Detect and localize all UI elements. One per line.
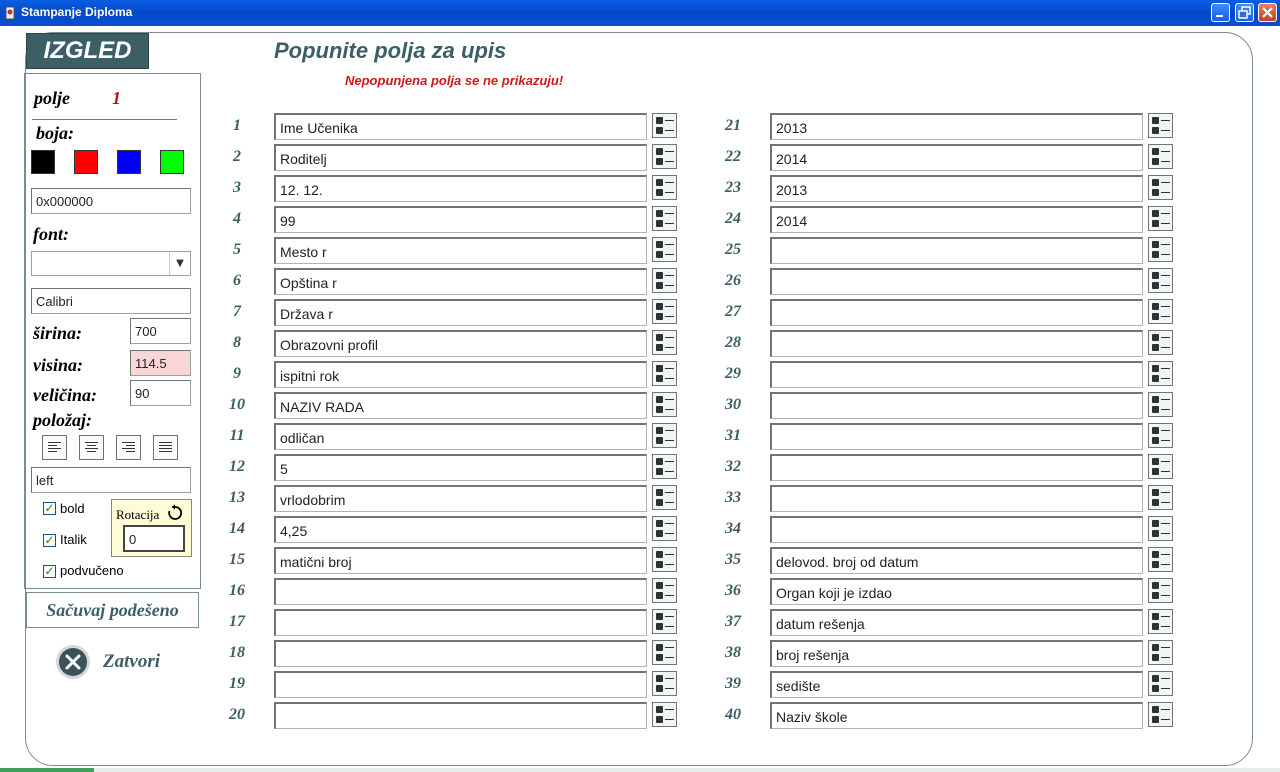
field-settings-button[interactable] bbox=[652, 454, 677, 479]
minimize-icon bbox=[1212, 4, 1229, 21]
field-settings-button[interactable] bbox=[1148, 206, 1173, 231]
italik-checkbox[interactable]: ✓ bbox=[44, 533, 55, 547]
close-circle-icon[interactable] bbox=[55, 644, 91, 680]
field-number: 7 bbox=[233, 303, 241, 320]
field-settings-button[interactable] bbox=[1148, 640, 1173, 665]
field-input[interactable] bbox=[274, 702, 647, 729]
field-number: 31 bbox=[725, 427, 741, 444]
field-settings-button[interactable] bbox=[652, 237, 677, 262]
field-number: 26 bbox=[725, 272, 741, 289]
align-left-button[interactable] bbox=[42, 435, 67, 460]
field-input[interactable] bbox=[770, 237, 1143, 264]
field-settings-button[interactable] bbox=[1148, 361, 1173, 386]
field-settings-button[interactable] bbox=[652, 268, 677, 293]
sirina-label: širina: bbox=[33, 323, 83, 343]
field-number: 18 bbox=[229, 644, 245, 661]
field-number: 24 bbox=[725, 210, 741, 227]
polje-value: 1 bbox=[112, 88, 121, 108]
field-settings-button[interactable] bbox=[1148, 547, 1173, 572]
close-label[interactable]: Zatvori bbox=[103, 651, 160, 672]
field-settings-button[interactable] bbox=[1148, 330, 1173, 355]
field-input[interactable] bbox=[274, 671, 647, 698]
field-number: 5 bbox=[233, 241, 241, 258]
close-window-button[interactable] bbox=[1258, 3, 1277, 22]
field-settings-button[interactable] bbox=[1148, 671, 1173, 696]
field-input[interactable]: broj rešenja bbox=[770, 640, 1143, 667]
field-input[interactable] bbox=[770, 268, 1143, 295]
field-settings-button[interactable] bbox=[652, 578, 677, 603]
field-number: 27 bbox=[725, 303, 741, 320]
velicina-input[interactable]: 90 bbox=[130, 380, 191, 406]
visina-input[interactable]: 114.5 bbox=[130, 350, 191, 376]
field-number: 16 bbox=[229, 582, 245, 599]
field-input[interactable]: vrlodobrim bbox=[274, 485, 647, 512]
font-select[interactable] bbox=[31, 251, 191, 276]
field-number: 9 bbox=[233, 365, 241, 382]
empty-fields-note: Nepopunjena polja se ne prikazuju! bbox=[345, 73, 564, 88]
field-input[interactable] bbox=[770, 330, 1143, 357]
field-number: 17 bbox=[229, 613, 245, 630]
field-input[interactable]: Ime Učenika bbox=[274, 113, 647, 140]
field-settings-button[interactable] bbox=[1148, 113, 1173, 138]
field-input[interactable] bbox=[770, 361, 1143, 388]
page-title: Popunite polja za upis bbox=[274, 38, 507, 63]
align-justify-button[interactable] bbox=[153, 435, 178, 460]
minimize-button[interactable] bbox=[1211, 3, 1230, 22]
field-number: 15 bbox=[229, 551, 245, 568]
field-settings-button[interactable] bbox=[652, 330, 677, 355]
field-number: 35 bbox=[725, 551, 741, 568]
field-input[interactable] bbox=[770, 392, 1143, 419]
field-number: 6 bbox=[233, 272, 241, 289]
visina-label: visina: bbox=[33, 355, 84, 375]
title-bar bbox=[0, 0, 1280, 26]
bold-checkbox[interactable]: ✓ bbox=[44, 501, 55, 515]
field-input[interactable] bbox=[770, 516, 1143, 543]
field-settings-button[interactable] bbox=[1148, 237, 1173, 262]
field-input[interactable]: 4,25 bbox=[274, 516, 647, 543]
field-settings-button[interactable] bbox=[652, 392, 677, 417]
chevron-down-icon[interactable]: ▼ bbox=[169, 252, 190, 275]
bold-label: bold bbox=[60, 501, 85, 516]
field-settings-button[interactable] bbox=[652, 113, 677, 138]
field-number: 23 bbox=[725, 179, 741, 196]
field-settings-button[interactable] bbox=[652, 144, 677, 169]
field-input[interactable] bbox=[770, 299, 1143, 326]
field-number: 22 bbox=[725, 148, 741, 165]
field-settings-button[interactable] bbox=[1148, 144, 1173, 169]
sirina-input[interactable]: 700 bbox=[130, 318, 191, 344]
field-settings-button[interactable] bbox=[1148, 423, 1173, 448]
field-input[interactable]: Mesto r bbox=[274, 237, 647, 264]
polje-label: polje bbox=[34, 88, 70, 108]
field-input[interactable]: 2014 bbox=[770, 144, 1143, 171]
field-number: 3 bbox=[233, 179, 241, 196]
field-number: 30 bbox=[725, 396, 741, 413]
field-input[interactable]: matični broj bbox=[274, 547, 647, 574]
restore-icon bbox=[1236, 4, 1253, 21]
podvuceno-label: podvučeno bbox=[60, 563, 124, 578]
polozaj-label: položaj: bbox=[33, 410, 93, 430]
field-number: 40 bbox=[725, 706, 741, 723]
field-settings-button[interactable] bbox=[1148, 578, 1173, 603]
field-number: 2 bbox=[233, 148, 241, 165]
field-input[interactable]: Država r bbox=[274, 299, 647, 326]
field-input[interactable] bbox=[770, 423, 1143, 450]
color-swatch-blue[interactable] bbox=[117, 150, 141, 174]
field-settings-button[interactable] bbox=[1148, 454, 1173, 479]
rotacija-label: Rotacija bbox=[116, 507, 160, 522]
align-right-button[interactable] bbox=[116, 435, 141, 460]
save-settings-button[interactable]: Sačuvaj podešeno bbox=[26, 592, 199, 628]
field-number: 36 bbox=[725, 582, 741, 599]
field-settings-button[interactable] bbox=[1148, 392, 1173, 417]
field-input[interactable]: delovod. broj od datum bbox=[770, 547, 1143, 574]
color-swatch-red[interactable] bbox=[74, 150, 98, 174]
restore-button[interactable] bbox=[1235, 3, 1254, 22]
field-number: 33 bbox=[725, 489, 741, 506]
field-number: 13 bbox=[229, 489, 245, 506]
color-swatch-black[interactable] bbox=[31, 150, 55, 174]
field-settings-button[interactable] bbox=[652, 516, 677, 541]
app-icon bbox=[4, 6, 16, 20]
field-input[interactable]: Obrazovni profil bbox=[274, 330, 647, 357]
field-settings-button[interactable] bbox=[1148, 485, 1173, 510]
field-settings-button[interactable] bbox=[1148, 609, 1173, 634]
field-settings-button[interactable] bbox=[652, 361, 677, 386]
field-input[interactable]: Organ koji je izdao bbox=[770, 578, 1143, 605]
field-number: 25 bbox=[725, 241, 741, 258]
field-input[interactable]: sedište bbox=[770, 671, 1143, 698]
field-settings-button[interactable] bbox=[652, 547, 677, 572]
field-number: 38 bbox=[725, 644, 741, 661]
color-swatch-green[interactable] bbox=[160, 150, 184, 174]
align-center-button[interactable] bbox=[79, 435, 104, 460]
rotation-input[interactable]: 0 bbox=[123, 525, 185, 552]
field-number: 37 bbox=[725, 613, 741, 630]
field-settings-button[interactable] bbox=[1148, 702, 1173, 727]
velicina-label: veličina: bbox=[33, 385, 97, 405]
field-input[interactable]: Naziv škole bbox=[770, 702, 1143, 729]
field-input[interactable]: 2014 bbox=[770, 206, 1143, 233]
field-input[interactable]: 5 bbox=[274, 454, 647, 481]
field-number: 11 bbox=[229, 427, 245, 444]
field-input[interactable]: 2013 bbox=[770, 175, 1143, 202]
field-input[interactable]: Roditelj bbox=[274, 144, 647, 171]
field-number: 19 bbox=[229, 675, 245, 692]
field-settings-button[interactable] bbox=[652, 485, 677, 510]
color-code-input[interactable]: 0x000000 bbox=[31, 188, 191, 214]
field-number: 14 bbox=[229, 520, 245, 537]
field-settings-button[interactable] bbox=[652, 206, 677, 231]
field-settings-button[interactable] bbox=[652, 702, 677, 727]
field-settings-button[interactable] bbox=[652, 671, 677, 696]
window-title: Stampanje Diploma bbox=[21, 5, 133, 19]
field-input[interactable]: NAZIV RADA bbox=[274, 392, 647, 419]
field-input[interactable] bbox=[274, 640, 647, 667]
field-settings-button[interactable] bbox=[652, 423, 677, 448]
field-settings-button[interactable] bbox=[1148, 268, 1173, 293]
field-settings-button[interactable] bbox=[1148, 299, 1173, 324]
field-settings-button[interactable] bbox=[652, 640, 677, 665]
field-settings-button[interactable] bbox=[652, 175, 677, 200]
italik-label: Italik bbox=[60, 532, 87, 547]
field-settings-button[interactable] bbox=[652, 299, 677, 324]
field-number: 20 bbox=[229, 706, 245, 723]
field-number: 1 bbox=[233, 117, 241, 134]
field-number: 21 bbox=[725, 117, 741, 134]
rotation-box bbox=[111, 499, 192, 557]
field-input[interactable]: Opština r bbox=[274, 268, 647, 295]
field-input[interactable] bbox=[274, 609, 647, 636]
field-input[interactable] bbox=[770, 485, 1143, 512]
field-number: 34 bbox=[725, 520, 741, 537]
field-number: 28 bbox=[725, 334, 741, 351]
rotate-icon[interactable] bbox=[166, 504, 184, 522]
field-number: 8 bbox=[233, 334, 241, 351]
font-label: font: bbox=[33, 224, 69, 244]
field-number: 32 bbox=[725, 458, 741, 475]
field-input[interactable] bbox=[770, 454, 1143, 481]
field-input[interactable]: odličan bbox=[274, 423, 647, 450]
field-settings-button[interactable] bbox=[1148, 175, 1173, 200]
field-input[interactable]: 12. 12. bbox=[274, 175, 647, 202]
field-input[interactable]: 2013 bbox=[770, 113, 1143, 140]
podvuceno-checkbox[interactable]: ✓ bbox=[44, 564, 55, 578]
field-number: 12 bbox=[229, 458, 245, 475]
boja-label: boja: bbox=[36, 123, 74, 143]
field-input[interactable]: ispitni rok bbox=[274, 361, 647, 388]
divider bbox=[32, 119, 177, 120]
field-number: 4 bbox=[233, 210, 241, 227]
field-number: 39 bbox=[725, 675, 741, 692]
field-input[interactable]: 99 bbox=[274, 206, 647, 233]
close-icon bbox=[1259, 4, 1276, 21]
field-input[interactable] bbox=[274, 578, 647, 605]
izgled-tab: IZGLED bbox=[26, 33, 149, 69]
field-input[interactable]: datum rešenja bbox=[770, 609, 1143, 636]
font-name-input[interactable]: Calibri bbox=[31, 288, 191, 314]
field-number: 10 bbox=[229, 396, 245, 413]
field-settings-button[interactable] bbox=[1148, 516, 1173, 541]
bottom-strip bbox=[0, 768, 1280, 772]
field-number: 29 bbox=[725, 365, 741, 382]
field-settings-button[interactable] bbox=[652, 609, 677, 634]
alignment-value-input[interactable]: left bbox=[31, 467, 191, 493]
